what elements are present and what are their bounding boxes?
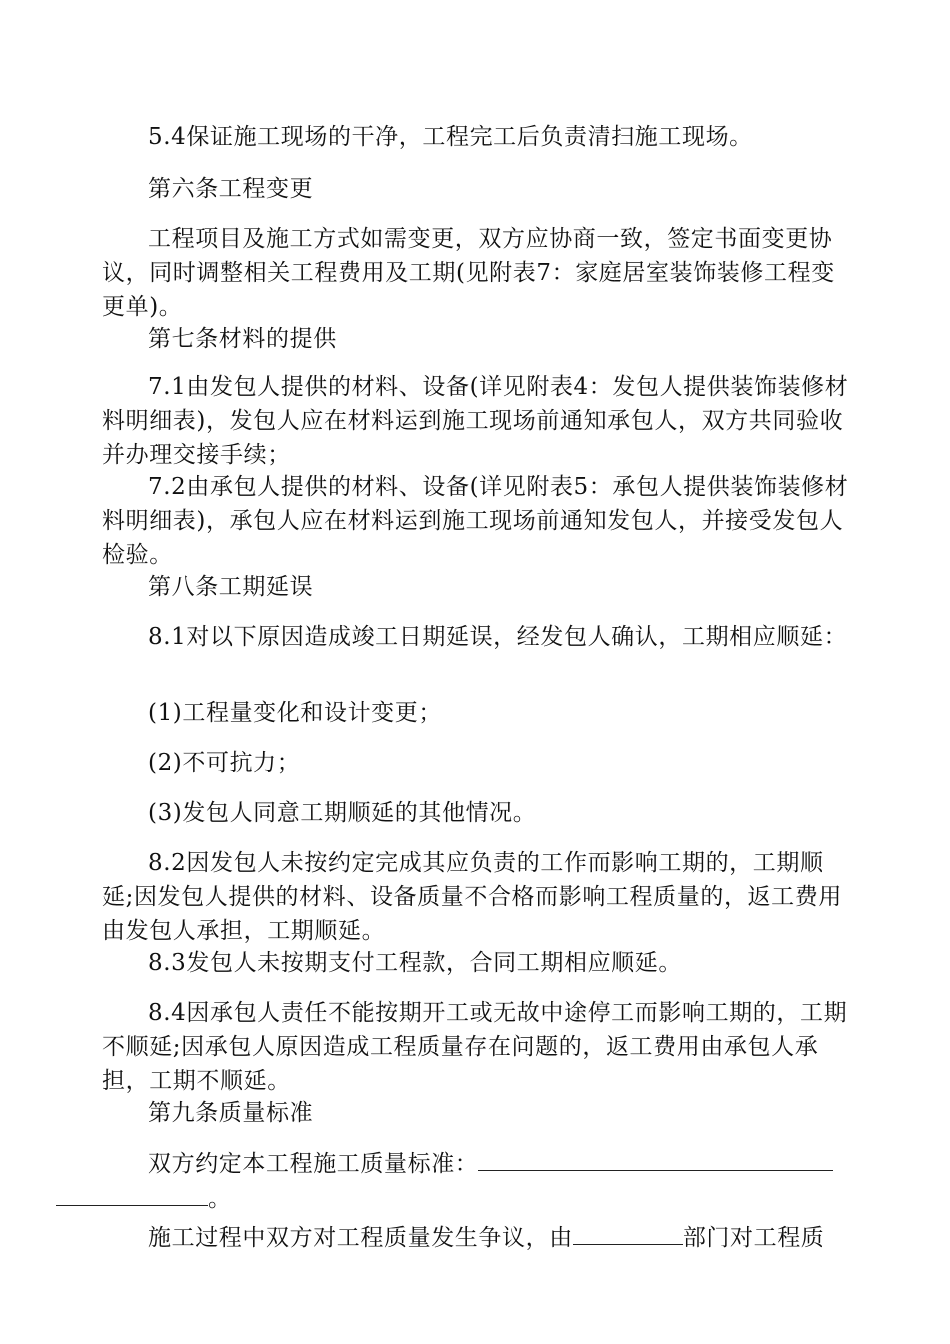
dispute-after: 部门对工程质 bbox=[682, 1225, 825, 1251]
paragraph-8-2: 8.2因发包人未按约定完成其应负责的工作而影响工期的，工期顺延;因发包人提供的材料、设备质量不合格而影响工程质量的，返工费用由发包人承担，工期顺延。 bbox=[102, 850, 842, 944]
quality-standard-blank-cont bbox=[56, 1181, 208, 1206]
quality-standard-blank bbox=[478, 1146, 833, 1171]
heading-article-7: 第七条材料的提供 bbox=[148, 326, 337, 352]
list-item-1: (1)工程量变化和设计变更； bbox=[148, 700, 442, 726]
heading-article-8: 第八条工期延误 bbox=[148, 574, 314, 600]
list-item-2: (2)不可抗力； bbox=[148, 750, 301, 776]
paragraph-8-1: 8.1对以下原因造成竣工日期延误，经发包人确认，工期相应顺延： bbox=[148, 624, 848, 650]
list-item-3: (3)发包人同意工期顺延的其他情况。 bbox=[148, 800, 537, 826]
paragraph-8-4: 8.4因承包人责任不能按期开工或无故中途停工而影响工期的，工期不顺延;因承包人原因造成工程质量存在问题的，返工费用由承包人承担，工期不顺延。 bbox=[102, 1000, 848, 1094]
paragraph-change: 工程项目及施工方式如需变更，双方应协商一致，签定书面变更协议，同时调整相关工程费用及工期(见附表7：家庭居室装饰装修工程变更单)。 bbox=[102, 226, 835, 320]
quality-standard-end: 。 bbox=[208, 1186, 232, 1212]
paragraph-dispute bbox=[102, 1220, 854, 1255]
quality-standard-label: 双方约定本工程施工质量标准： bbox=[148, 1151, 479, 1177]
paragraph-quality-standard bbox=[102, 1146, 854, 1216]
heading-article-6: 第六条工程变更 bbox=[148, 176, 314, 202]
paragraph-7-2: 7.2由承包人提供的材料、设备(详见附表5：承包人提供装饰装修材料明细表)，承包人应在材料运到施工现场前通知发包人，并接受发包人检验。 bbox=[102, 474, 849, 568]
department-blank bbox=[573, 1220, 683, 1245]
heading-article-9: 第九条质量标准 bbox=[148, 1100, 314, 1126]
dispute-before: 施工过程中双方对工程质量发生争议，由 bbox=[148, 1225, 573, 1251]
paragraph-7-1: 7.1由发包人提供的材料、设备(详见附表4：发包人提供装饰装修材料明细表)，发包人应在材料运到施工现场前通知承包人，双方共同验收并办理交接手续； bbox=[102, 374, 849, 468]
paragraph-8-3: 8.3发包人未按期支付工程款，合同工期相应顺延。 bbox=[148, 950, 682, 976]
paragraph-5-4: 5.4保证施工现场的干净，工程完工后负责清扫施工现场。 bbox=[148, 124, 753, 150]
